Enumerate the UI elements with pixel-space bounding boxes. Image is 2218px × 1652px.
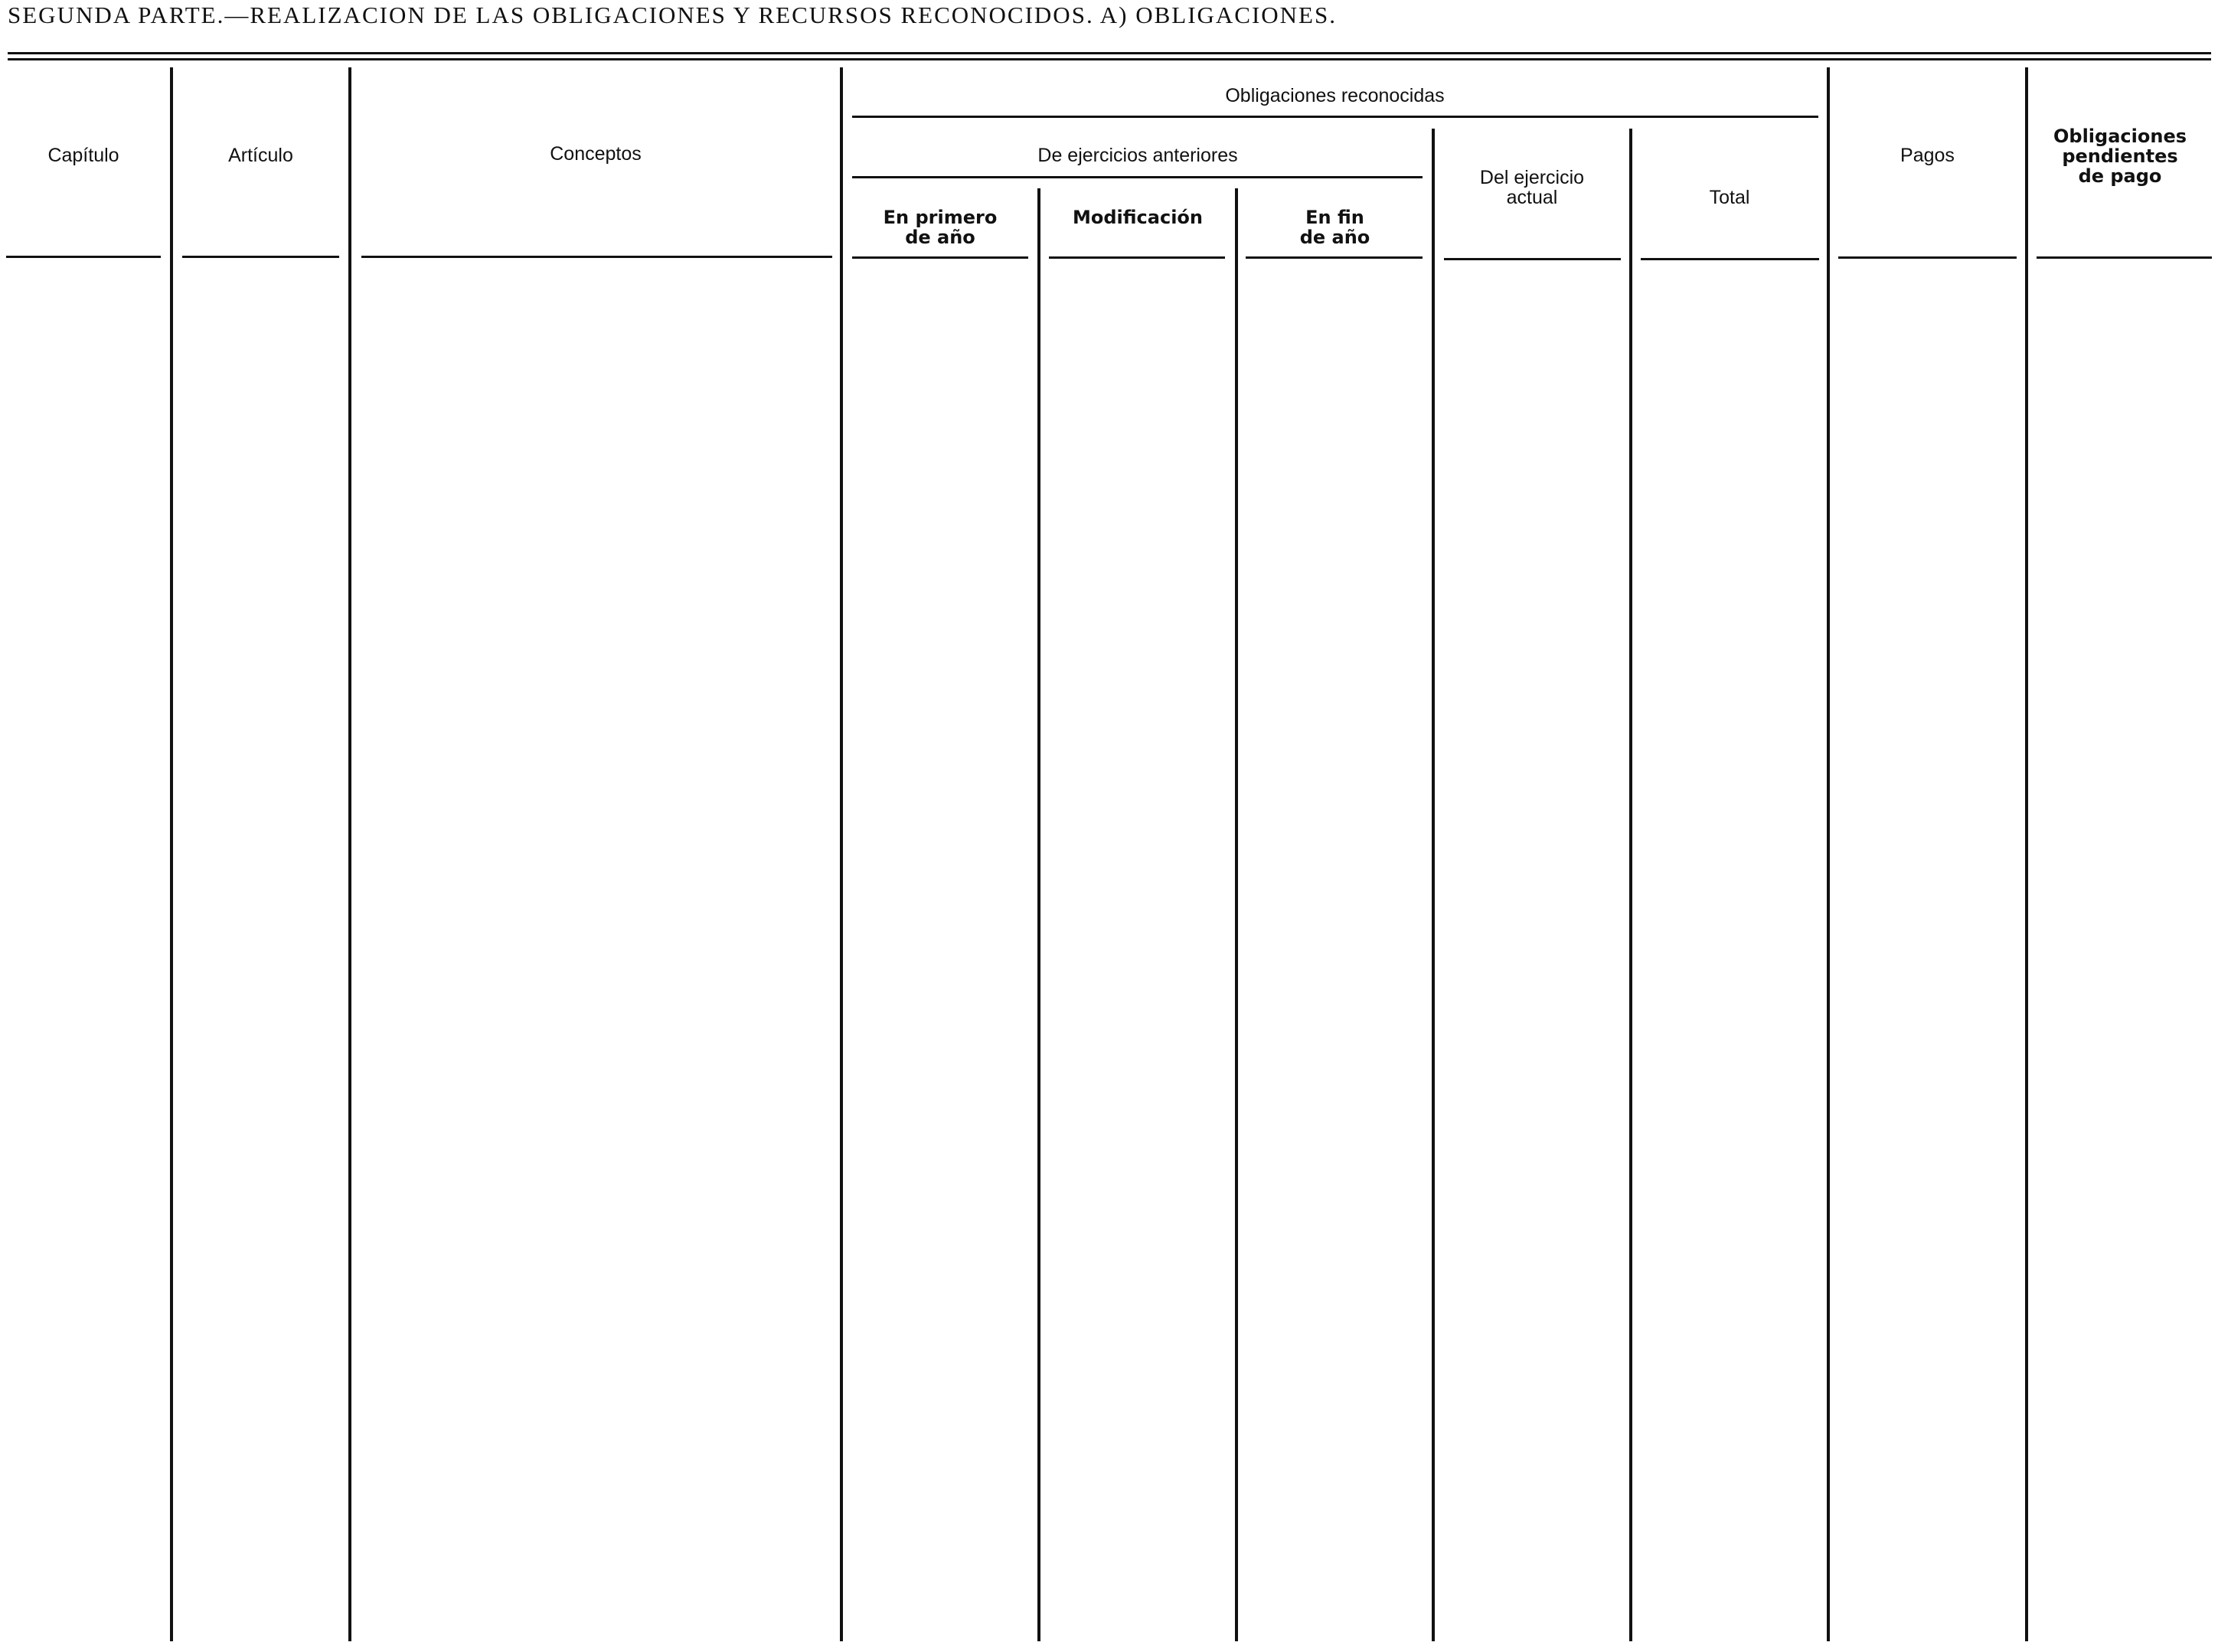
rule-bottom-conceptos [361,256,832,258]
header-en-fin-line2: de año [1299,227,1370,248]
top-rule [8,52,2211,54]
header-capitulo: Capítulo [47,145,119,166]
header-en-primero-line2: de año [905,227,975,248]
header-conceptos: Conceptos [550,143,642,165]
header-de-ejercicios-anteriores: De ejercicios anteriores [1037,145,1238,166]
header-pendientes-line3: de pago [2078,165,2162,187]
header-articulo: Artículo [228,145,293,166]
header-total: Total [1709,187,1750,208]
rule-bottom-pendientes [2037,256,2212,259]
header-obligaciones-reconocidas: Obligaciones reconocidas [1225,85,1445,106]
rule-bottom-articulo [182,256,339,258]
header-en-primero-line1: En primero [883,207,998,228]
header-modificacion: Modificación [1072,207,1203,228]
rule-obligaciones-reconocidas [852,116,1818,118]
rule-bottom-primero [852,256,1028,259]
header-en-fin-line1: En fin [1305,207,1364,228]
rule-ejercicios-anteriores [852,176,1423,178]
rule-bottom-capitulo [6,256,161,258]
table-body [6,260,2212,1638]
header-pagos: Pagos [1900,145,1955,166]
rule-bottom-pagos [1838,256,2017,259]
top-rule-second [8,58,2211,60]
rule-bottom-modificacion [1049,256,1225,259]
header-del-ejercicio-line2: actual [1506,187,1558,208]
header-del-ejercicio-line1: Del ejercicio [1479,167,1585,188]
header-pendientes-line2: pendientes [2062,145,2178,167]
header-pendientes-line1: Obligaciones [2053,126,2187,147]
page-title: SEGUNDA PARTE.—REALIZACION DE LAS OBLIGACIONES Y RECURSOS RECONOCIDOS. A) OBLIGACIONES. [8,2,1337,28]
rule-bottom-fin [1246,256,1423,259]
